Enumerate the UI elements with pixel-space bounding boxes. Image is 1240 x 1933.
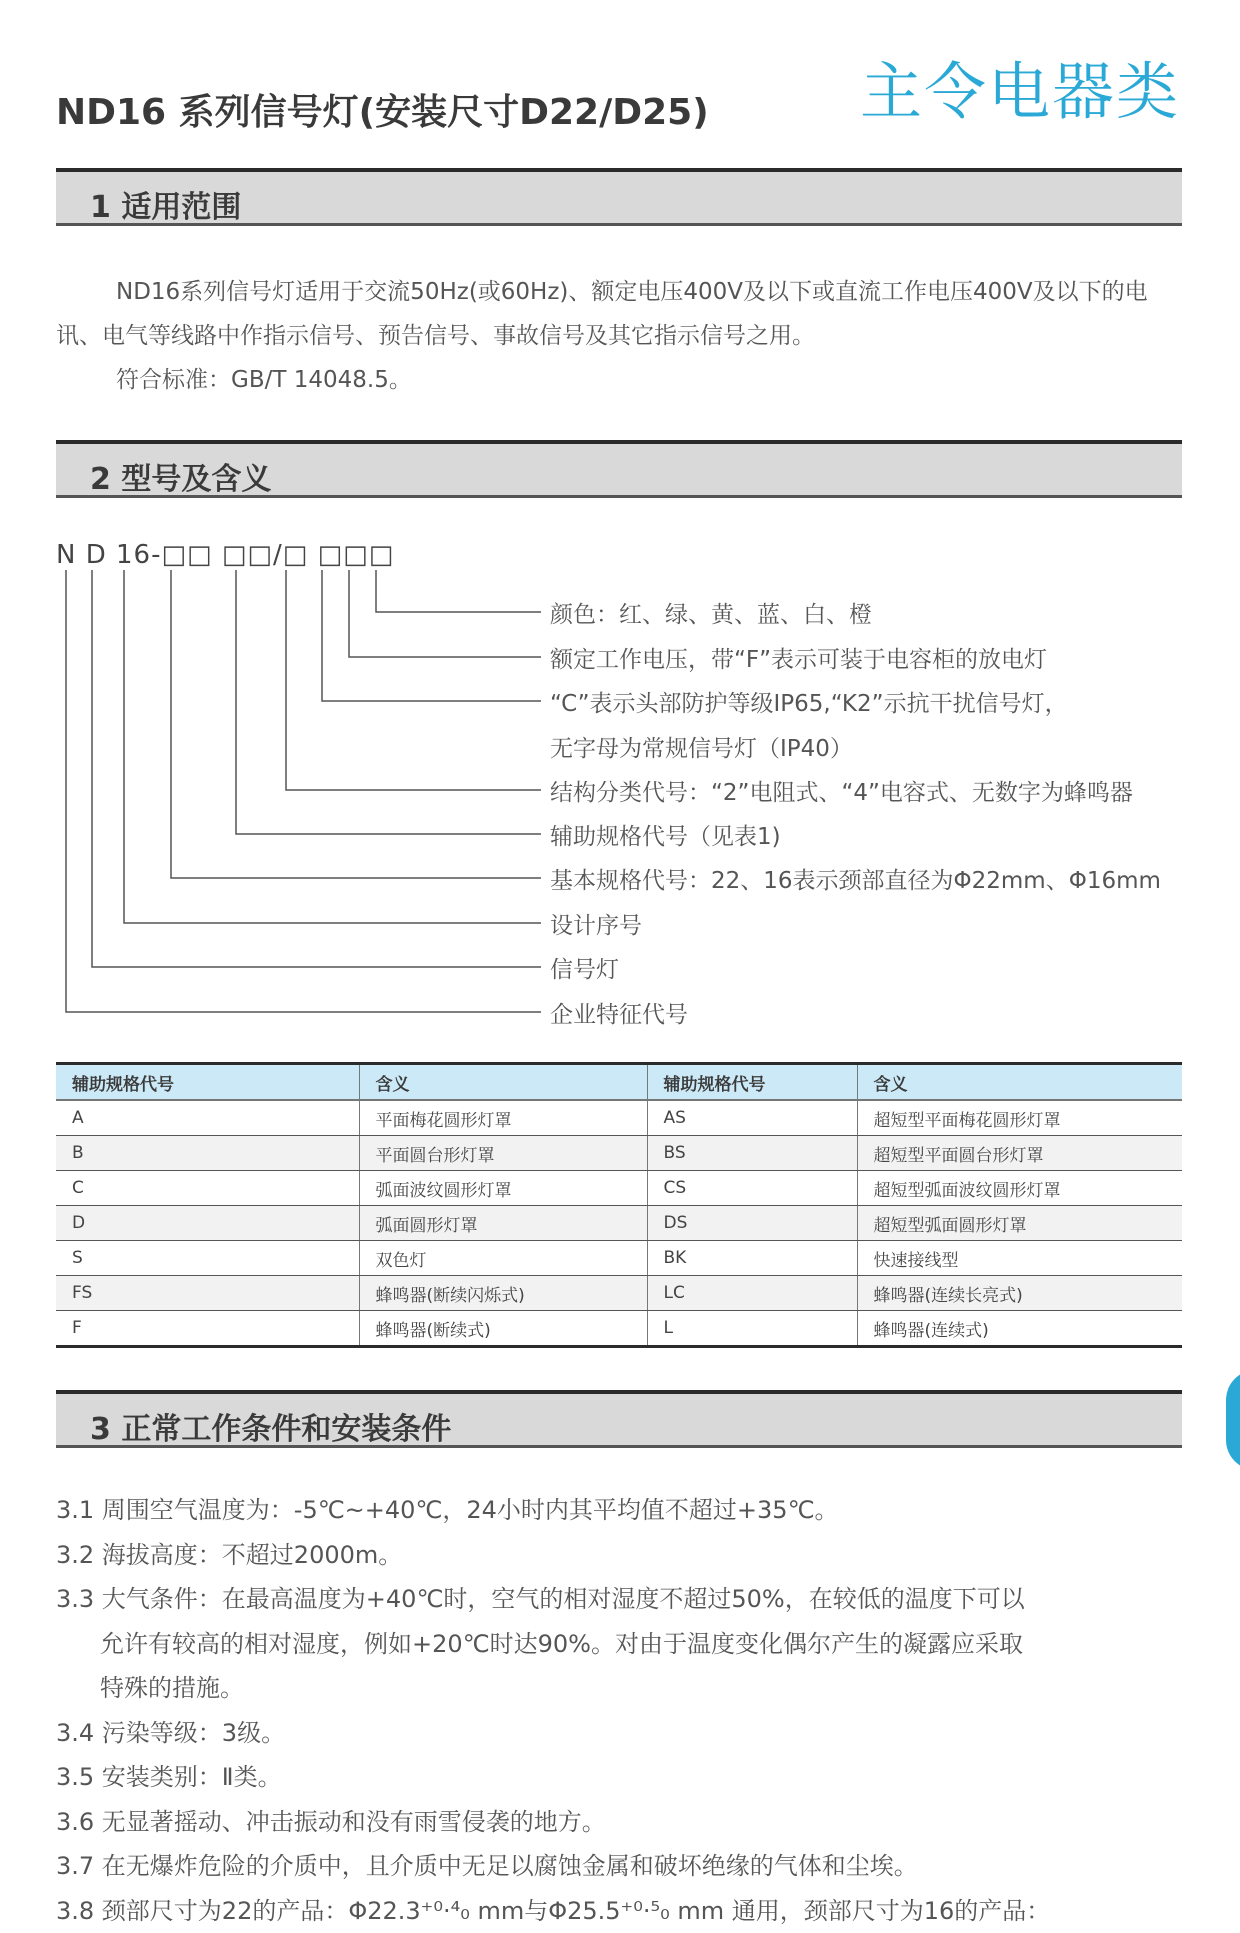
condition-item: 3.1 周围空气温度为：-5℃~+40℃，24小时内其平均值不超过+35℃。 (56, 1488, 1182, 1533)
leader-line-design-no (124, 570, 541, 923)
leader-line-enterprise (66, 570, 541, 1012)
diagram-label-auxiliary: 辅助规格代号（见表1) (550, 818, 781, 851)
table-cell: CS (647, 1171, 857, 1206)
diagram-label-protection: “C”表示头部防护等级IP65,“K2”示抗干扰信号灯， (550, 685, 1068, 718)
table-row (56, 1206, 1182, 1241)
condition-item: 3.5 安装类别：Ⅱ类。 (56, 1755, 1182, 1800)
condition-item: 3.4 污染等级：3级。 (56, 1711, 1182, 1756)
table-cell: BS (647, 1136, 857, 1171)
table-header-cell: 辅助规格代号 (647, 1064, 857, 1101)
table-cell: 蜂鸣器(连续长亮式) (857, 1276, 1182, 1311)
table-cell: D (56, 1206, 359, 1241)
table-cell: 弧面波纹圆形灯罩 (359, 1171, 647, 1206)
table-row (56, 1136, 1182, 1171)
condition-item-continuation: 特殊的措施。 (56, 1666, 1182, 1711)
standard-line: 符合标准：GB/T 14048.5。 (56, 358, 1182, 402)
diagram-label-structure: 结构分类代号：“2”电阻式、“4”电容式、无数字为蜂鸣器 (550, 774, 1133, 807)
table-cell: LC (647, 1276, 857, 1311)
auxiliary-spec-table (56, 1062, 1182, 1348)
table-cell: 平面梅花圆形灯罩 (359, 1100, 647, 1136)
condition-item-continuation: 允许有较高的相对湿度，例如+20℃时达90%。对由于温度变化偶尔产生的凝露应采取 (56, 1622, 1182, 1667)
table-cell: BK (647, 1241, 857, 1276)
brand-title: 主令电器类 (860, 42, 1180, 131)
table-cell: B (56, 1136, 359, 1171)
table-header-cell: 含义 (359, 1064, 647, 1101)
table-cell: 双色灯 (359, 1241, 647, 1276)
table-cell: 超短型弧面波纹圆形灯罩 (857, 1171, 1182, 1206)
table-header-row (56, 1064, 1182, 1101)
diagram-label-color: 颜色：红、绿、黄、蓝、白、橙 (550, 596, 872, 629)
table-row (56, 1276, 1182, 1311)
condition-item: 3.6 无显著摇动、冲击振动和没有雨雪侵袭的地方。 (56, 1800, 1182, 1845)
table-cell: 超短型弧面圆形灯罩 (857, 1206, 1182, 1241)
table-cell: 超短型平面圆台形灯罩 (857, 1136, 1182, 1171)
condition-item: 3.3 大气条件：在最高温度为+40℃时，空气的相对湿度不超过50%，在较低的温度下可以 (56, 1577, 1182, 1622)
scope-paragraph: ND16系列信号灯适用于交流50Hz(或60Hz)、额定电压400V及以下或直流工作电压400V及以下的电讯、电气等线路中作指示信号、预告信号、事故信号及其它指示信号之用。 (56, 270, 1182, 358)
table-cell: FS (56, 1276, 359, 1311)
condition-item: 3.8 颈部尺寸为22的产品：Φ22.3⁺⁰·⁴₀ mm与Φ25.5⁺⁰·⁵₀ mm 通用，颈部尺寸为16的产品： (56, 1889, 1182, 1933)
table-cell: 超短型平面梅花圆形灯罩 (857, 1100, 1182, 1136)
leader-line-voltage (349, 570, 541, 657)
table-header-cell: 含义 (857, 1064, 1182, 1101)
leader-line-auxiliary (236, 570, 541, 834)
section-1-title: 1 适用范围 (90, 182, 241, 226)
table-row (56, 1311, 1182, 1347)
leader-line-protection (322, 570, 541, 701)
table-cell: 弧面圆形灯罩 (359, 1206, 647, 1241)
diagram-label-protection-note: 无字母为常规信号灯（IP40） (550, 730, 853, 763)
table-cell: 平面圆台形灯罩 (359, 1136, 647, 1171)
table-row (56, 1100, 1182, 1136)
model-code: N D 16-□□ □□/□ □□□ (56, 540, 394, 570)
conditions-list (56, 1488, 1182, 1933)
section-1-header (56, 168, 1182, 226)
table-cell: 快速接线型 (857, 1241, 1182, 1276)
table-cell: C (56, 1171, 359, 1206)
condition-item: 3.7 在无爆炸危险的介质中，且介质中无足以腐蚀金属和破坏绝缘的气体和尘埃。 (56, 1844, 1182, 1889)
table-cell: S (56, 1241, 359, 1276)
table-header-cell: 辅助规格代号 (56, 1064, 359, 1101)
table-row (56, 1241, 1182, 1276)
table-cell: 蜂鸣器(连续式) (857, 1311, 1182, 1347)
table-row (56, 1171, 1182, 1206)
section-3-title: 3 正常工作条件和安装条件 (90, 1404, 451, 1448)
table-cell: AS (647, 1100, 857, 1136)
section-2-header (56, 440, 1182, 498)
section-1-body (56, 270, 1182, 402)
leader-line-basic-spec (171, 570, 541, 878)
leader-line-signal-lamp (92, 570, 541, 967)
document-title: ND16 系列信号灯(安装尺寸D22/D25) (56, 84, 709, 135)
diagram-label-signal-lamp: 信号灯 (550, 951, 619, 984)
side-page-tab[interactable] (1226, 1370, 1240, 1470)
diagram-label-design-no: 设计序号 (550, 907, 642, 940)
table-cell: F (56, 1311, 359, 1347)
diagram-label-basic-spec: 基本规格代号：22、16表示颈部直径为Φ22mm、Φ16mm (550, 862, 1161, 895)
leader-line-color (376, 570, 541, 612)
table-cell: L (647, 1311, 857, 1347)
table-cell: A (56, 1100, 359, 1136)
table-cell: 蜂鸣器(断续闪烁式) (359, 1276, 647, 1311)
leader-line-structure (286, 570, 541, 790)
condition-item: 3.2 海拔高度：不超过2000m。 (56, 1533, 1182, 1578)
table-cell: DS (647, 1206, 857, 1241)
diagram-label-voltage: 额定工作电压，带“F”表示可装于电容柜的放电灯 (550, 641, 1047, 674)
diagram-label-enterprise: 企业特征代号 (550, 996, 688, 1029)
table-cell: 蜂鸣器(断续式) (359, 1311, 647, 1347)
section-2-title: 2 型号及含义 (90, 454, 271, 498)
section-3-header (56, 1390, 1182, 1448)
